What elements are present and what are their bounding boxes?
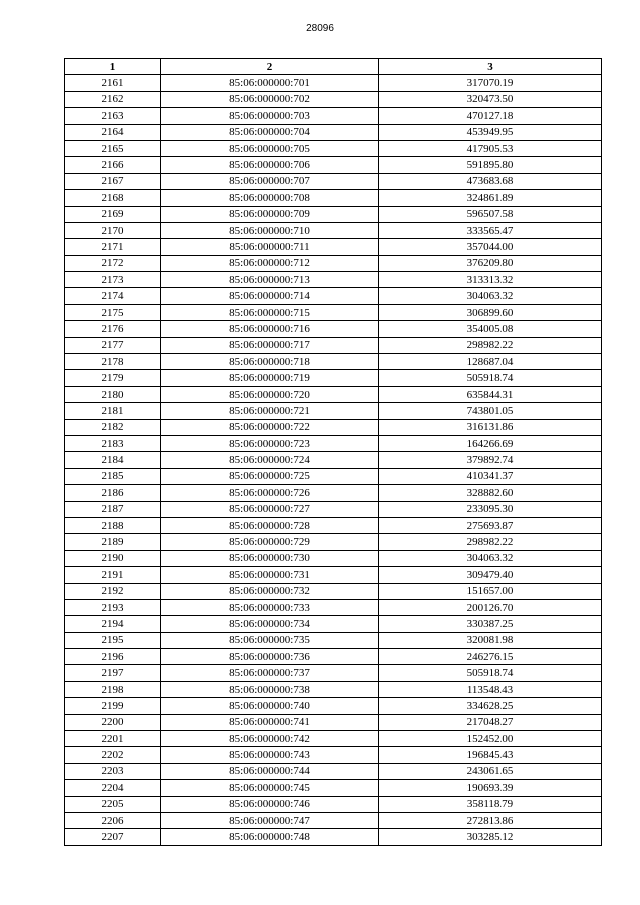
table-row (65, 370, 602, 386)
value-cell: 317070.19 (379, 75, 602, 91)
value-cell: 334628.25 (379, 698, 602, 714)
value-cell: 304063.32 (379, 550, 602, 566)
table-row (65, 599, 602, 615)
row-number-cell: 2199 (65, 698, 161, 714)
cadastral-number-cell: 85:06:000000:719 (161, 370, 379, 386)
cadastral-number-cell: 85:06:000000:725 (161, 468, 379, 484)
table-row (65, 108, 602, 124)
cadastral-number-cell: 85:06:000000:741 (161, 714, 379, 730)
value-cell: 243061.65 (379, 763, 602, 779)
table-row (65, 272, 602, 288)
value-cell: 306899.60 (379, 304, 602, 320)
row-number-cell: 2165 (65, 140, 161, 156)
row-number-cell: 2174 (65, 288, 161, 304)
table-row (65, 75, 602, 91)
table-row (65, 714, 602, 730)
cadastral-number-cell: 85:06:000000:726 (161, 485, 379, 501)
value-cell: 320081.98 (379, 632, 602, 648)
cadastral-number-cell: 85:06:000000:702 (161, 91, 379, 107)
cadastral-number-cell: 85:06:000000:740 (161, 698, 379, 714)
row-number-cell: 2171 (65, 239, 161, 255)
table-row (65, 468, 602, 484)
value-cell: 473683.68 (379, 173, 602, 189)
table-row (65, 763, 602, 779)
row-number-cell: 2167 (65, 173, 161, 189)
value-cell: 272813.86 (379, 812, 602, 828)
row-number-cell: 2185 (65, 468, 161, 484)
row-number-cell: 2184 (65, 452, 161, 468)
row-number-cell: 2200 (65, 714, 161, 730)
row-number-cell: 2197 (65, 665, 161, 681)
cadastral-number-cell: 85:06:000000:713 (161, 272, 379, 288)
row-number-cell: 2182 (65, 419, 161, 435)
cadastral-number-cell: 85:06:000000:707 (161, 173, 379, 189)
row-number-cell: 2206 (65, 812, 161, 828)
value-cell: 151657.00 (379, 583, 602, 599)
column-header-1: 1 (65, 59, 161, 75)
value-cell: 316131.86 (379, 419, 602, 435)
value-cell: 298982.22 (379, 534, 602, 550)
row-number-cell: 2194 (65, 616, 161, 632)
row-number-cell: 2183 (65, 435, 161, 451)
value-cell: 298982.22 (379, 337, 602, 353)
cadastral-number-cell: 85:06:000000:748 (161, 829, 379, 845)
cadastral-number-cell: 85:06:000000:714 (161, 288, 379, 304)
row-number-cell: 2186 (65, 485, 161, 501)
row-number-cell: 2164 (65, 124, 161, 140)
value-cell: 233095.30 (379, 501, 602, 517)
row-number-cell: 2180 (65, 386, 161, 402)
value-cell: 376209.80 (379, 255, 602, 271)
table-row (65, 321, 602, 337)
table-row (65, 649, 602, 665)
value-cell: 354005.08 (379, 321, 602, 337)
table-row (65, 419, 602, 435)
row-number-cell: 2161 (65, 75, 161, 91)
value-cell: 303285.12 (379, 829, 602, 845)
table-row (65, 304, 602, 320)
table-row (65, 435, 602, 451)
cadastral-number-cell: 85:06:000000:715 (161, 304, 379, 320)
data-table (64, 58, 602, 846)
value-cell: 217048.27 (379, 714, 602, 730)
cadastral-number-cell: 85:06:000000:712 (161, 255, 379, 271)
table-row (65, 534, 602, 550)
value-cell: 164266.69 (379, 435, 602, 451)
value-cell: 453949.95 (379, 124, 602, 140)
cadastral-number-cell: 85:06:000000:736 (161, 649, 379, 665)
value-cell: 313313.32 (379, 272, 602, 288)
value-cell: 190693.39 (379, 780, 602, 796)
value-cell: 152452.00 (379, 731, 602, 747)
row-number-cell: 2190 (65, 550, 161, 566)
value-cell: 635844.31 (379, 386, 602, 402)
row-number-cell: 2195 (65, 632, 161, 648)
column-header-2: 2 (161, 59, 379, 75)
table-row (65, 829, 602, 845)
value-cell: 410341.37 (379, 468, 602, 484)
cadastral-number-cell: 85:06:000000:732 (161, 583, 379, 599)
table-row (65, 190, 602, 206)
row-number-cell: 2172 (65, 255, 161, 271)
row-number-cell: 2179 (65, 370, 161, 386)
table-row (65, 796, 602, 812)
cadastral-number-cell: 85:06:000000:701 (161, 75, 379, 91)
row-number-cell: 2176 (65, 321, 161, 337)
row-number-cell: 2173 (65, 272, 161, 288)
value-cell: 358118.79 (379, 796, 602, 812)
row-number-cell: 2201 (65, 731, 161, 747)
row-number-cell: 2191 (65, 567, 161, 583)
table-row (65, 812, 602, 828)
cadastral-number-cell: 85:06:000000:734 (161, 616, 379, 632)
table-row (65, 567, 602, 583)
table-row (65, 731, 602, 747)
value-cell: 505918.74 (379, 665, 602, 681)
table-row (65, 222, 602, 238)
cadastral-number-cell: 85:06:000000:729 (161, 534, 379, 550)
cadastral-number-cell: 85:06:000000:709 (161, 206, 379, 222)
row-number-cell: 2162 (65, 91, 161, 107)
row-number-cell: 2203 (65, 763, 161, 779)
cadastral-number-cell: 85:06:000000:721 (161, 403, 379, 419)
cadastral-number-cell: 85:06:000000:717 (161, 337, 379, 353)
value-cell: 324861.89 (379, 190, 602, 206)
table-row (65, 354, 602, 370)
table-row (65, 517, 602, 533)
value-cell: 246276.15 (379, 649, 602, 665)
row-number-cell: 2181 (65, 403, 161, 419)
cadastral-number-cell: 85:06:000000:722 (161, 419, 379, 435)
row-number-cell: 2169 (65, 206, 161, 222)
value-cell: 304063.32 (379, 288, 602, 304)
table-row (65, 681, 602, 697)
cadastral-number-cell: 85:06:000000:703 (161, 108, 379, 124)
cadastral-number-cell: 85:06:000000:747 (161, 812, 379, 828)
table-row (65, 206, 602, 222)
value-cell: 379892.74 (379, 452, 602, 468)
cadastral-number-cell: 85:06:000000:723 (161, 435, 379, 451)
table-row (65, 747, 602, 763)
table-row (65, 173, 602, 189)
cadastral-number-cell: 85:06:000000:746 (161, 796, 379, 812)
cadastral-number-cell: 85:06:000000:706 (161, 157, 379, 173)
cadastral-number-cell: 85:06:000000:728 (161, 517, 379, 533)
row-number-cell: 2187 (65, 501, 161, 517)
table-row (65, 698, 602, 714)
cadastral-number-cell: 85:06:000000:718 (161, 354, 379, 370)
table-body (65, 75, 602, 845)
table-row (65, 632, 602, 648)
value-cell: 470127.18 (379, 108, 602, 124)
value-cell: 743801.05 (379, 403, 602, 419)
cadastral-number-cell: 85:06:000000:742 (161, 731, 379, 747)
row-number-cell: 2204 (65, 780, 161, 796)
value-cell: 113548.43 (379, 681, 602, 697)
row-number-cell: 2188 (65, 517, 161, 533)
cadastral-number-cell: 85:06:000000:708 (161, 190, 379, 206)
table-row (65, 288, 602, 304)
value-cell: 196845.43 (379, 747, 602, 763)
table-row (65, 337, 602, 353)
cadastral-number-cell: 85:06:000000:733 (161, 599, 379, 615)
value-cell: 505918.74 (379, 370, 602, 386)
cadastral-number-cell: 85:06:000000:720 (161, 386, 379, 402)
cadastral-number-cell: 85:06:000000:704 (161, 124, 379, 140)
cadastral-number-cell: 85:06:000000:711 (161, 239, 379, 255)
value-cell: 275693.87 (379, 517, 602, 533)
table-row (65, 550, 602, 566)
table-row (65, 501, 602, 517)
row-number-cell: 2196 (65, 649, 161, 665)
table-row (65, 583, 602, 599)
table-row (65, 255, 602, 271)
value-cell: 596507.58 (379, 206, 602, 222)
table-row (65, 665, 602, 681)
cadastral-number-cell: 85:06:000000:737 (161, 665, 379, 681)
value-cell: 330387.25 (379, 616, 602, 632)
table-row (65, 91, 602, 107)
table-row (65, 157, 602, 173)
cadastral-number-cell: 85:06:000000:727 (161, 501, 379, 517)
value-cell: 328882.60 (379, 485, 602, 501)
row-number-cell: 2170 (65, 222, 161, 238)
cadastral-number-cell: 85:06:000000:705 (161, 140, 379, 156)
column-header-3: 3 (379, 59, 602, 75)
cadastral-number-cell: 85:06:000000:745 (161, 780, 379, 796)
table-row (65, 403, 602, 419)
row-number-cell: 2189 (65, 534, 161, 550)
row-number-cell: 2198 (65, 681, 161, 697)
table-row (65, 386, 602, 402)
table-header-row (65, 59, 602, 75)
value-cell: 309479.40 (379, 567, 602, 583)
row-number-cell: 2178 (65, 354, 161, 370)
cadastral-number-cell: 85:06:000000:716 (161, 321, 379, 337)
cadastral-number-cell: 85:06:000000:710 (161, 222, 379, 238)
value-cell: 357044.00 (379, 239, 602, 255)
value-cell: 200126.70 (379, 599, 602, 615)
table-row (65, 616, 602, 632)
cadastral-number-cell: 85:06:000000:730 (161, 550, 379, 566)
value-cell: 417905.53 (379, 140, 602, 156)
table-row (65, 140, 602, 156)
table-row (65, 124, 602, 140)
cadastral-number-cell: 85:06:000000:735 (161, 632, 379, 648)
row-number-cell: 2175 (65, 304, 161, 320)
cadastral-number-cell: 85:06:000000:724 (161, 452, 379, 468)
row-number-cell: 2163 (65, 108, 161, 124)
value-cell: 320473.50 (379, 91, 602, 107)
row-number-cell: 2205 (65, 796, 161, 812)
cadastral-number-cell: 85:06:000000:744 (161, 763, 379, 779)
cadastral-number-cell: 85:06:000000:743 (161, 747, 379, 763)
value-cell: 591895.80 (379, 157, 602, 173)
cadastral-number-cell: 85:06:000000:738 (161, 681, 379, 697)
value-cell: 333565.47 (379, 222, 602, 238)
row-number-cell: 2192 (65, 583, 161, 599)
row-number-cell: 2207 (65, 829, 161, 845)
row-number-cell: 2202 (65, 747, 161, 763)
value-cell: 128687.04 (379, 354, 602, 370)
table-row (65, 485, 602, 501)
row-number-cell: 2193 (65, 599, 161, 615)
row-number-cell: 2168 (65, 190, 161, 206)
row-number-cell: 2166 (65, 157, 161, 173)
cadastral-number-cell: 85:06:000000:731 (161, 567, 379, 583)
table-row (65, 780, 602, 796)
table-row (65, 452, 602, 468)
page-number: 28096 (306, 23, 334, 34)
row-number-cell: 2177 (65, 337, 161, 353)
table-row (65, 239, 602, 255)
